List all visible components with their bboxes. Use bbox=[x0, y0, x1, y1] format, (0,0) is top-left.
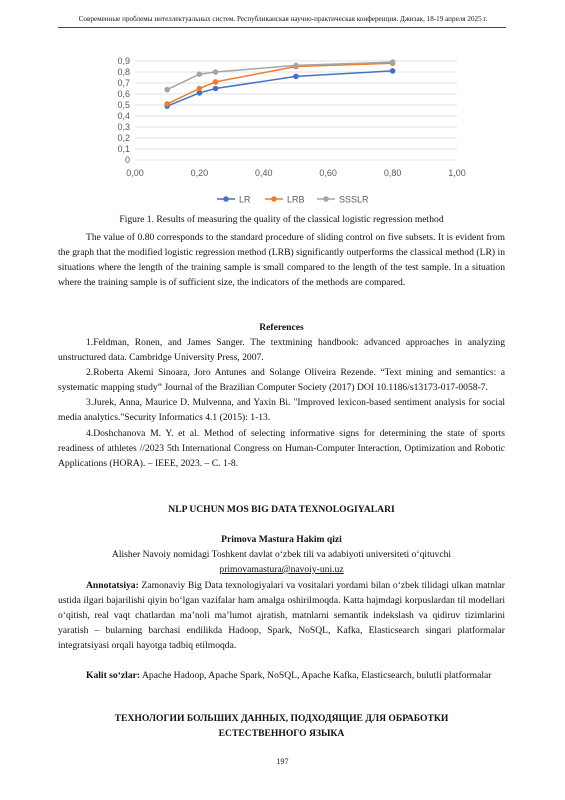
y-tick-label: 0,1 bbox=[117, 144, 130, 154]
data-point-lr bbox=[293, 74, 299, 80]
page-number: 197 bbox=[276, 757, 289, 766]
reference-item: 3.Jurek, Anna, Maurice D. Mulvenna, and Yaxin Bi. "Improved lexicon-based sentiment analysis for social media analytics."Security Informatics 4.1 (2015): 1-13. bbox=[58, 397, 505, 424]
abstract bbox=[58, 578, 505, 653]
data-point-ssslr bbox=[390, 59, 396, 65]
legend-marker bbox=[323, 196, 329, 202]
reference-item: 4.Doshchanova M. Y. et al. Method of selecting informative signs for determining the state of sports readiness of athletes //2023 5th International Congress on Human-Computer Interaction, Optimization and Robotic Applications (HORA). – IEEE, 2023. – С. 1-8. bbox=[58, 427, 505, 469]
series-line-lrb bbox=[167, 63, 392, 104]
line-chart bbox=[95, 40, 475, 212]
x-tick-label: 1,00 bbox=[448, 168, 466, 178]
article-title: NLP UCHUN MOS BIG DATA TEXNOLOGIYALARI bbox=[168, 504, 395, 515]
y-tick-label: 0,2 bbox=[117, 133, 130, 143]
y-tick-label: 0,4 bbox=[117, 111, 130, 121]
x-tick-label: 0,80 bbox=[383, 168, 402, 178]
abstract-label: Annotatsiya: bbox=[86, 580, 139, 591]
data-point-lr bbox=[213, 86, 219, 92]
x-tick-label: 0,60 bbox=[319, 168, 337, 178]
y-tick-label: 0,9 bbox=[117, 56, 130, 66]
running-header: Современные проблемы интеллектуальных систем. Республиканская научно-практическая конференция. Джизак, 18-19 апреля 2025 г. bbox=[78, 15, 488, 23]
body-paragraph: The value of 0.80 corresponds to the standard procedure of sliding control on five subsets. It is evident from the graph that the modified logistic regression method (LRB) significantly outperforms the classical method (LR) in situations where the length of the training sample is small compared to the length of the test sample. In a situation where the training sample is of sufficient size, the indicators of the methods are compared. bbox=[58, 232, 505, 289]
chart-x-ticks bbox=[126, 168, 466, 178]
data-point-ssslr bbox=[293, 63, 299, 69]
russian-title-line2: ЕСТЕСТВЕННОГО ЯЗЫКА bbox=[218, 728, 345, 739]
author-email[interactable] bbox=[58, 562, 505, 577]
abstract-text: Zamonaviy Big Data texnologiyalari va vositalari yordami bilan oʻzbek tilidagi ulkan matnlar ustida ilgari bajarilishi qiyin boʻlgan vazifalar ham amalga oshirilmoqda. Katta hajmdagi korpuslardan til modellari oʻqitish, real vaqt chatlardan maʼnoli maʼlumot ajratish, matnlarni semantik indekslash va qidiruv tizimlarini yaratish – bularning barchasi endilikda Hadoop, Spark, NoSQL, Kafka, Elasticsearch singari platformalar integratsiyasi orqali hayotga tadbiq etilmoqda. bbox=[58, 580, 505, 652]
chart-series bbox=[164, 59, 395, 109]
references-title: References bbox=[259, 322, 304, 333]
data-point-ssslr bbox=[197, 71, 203, 77]
references-list bbox=[58, 335, 505, 471]
y-tick-label: 0,7 bbox=[117, 78, 130, 88]
reference-item: 1.Feldman, Ronen, and James Sanger. The textmining handbook: advanced approaches in analyzing unstructured data. Cambridge University Press, 2007. bbox=[58, 337, 505, 364]
keywords-text: Apache Hadoop, Apache Spark, NoSQL, Apache Kafka, Elasticsearch, bulutli platformalar bbox=[140, 670, 492, 681]
keywords bbox=[58, 668, 505, 683]
y-tick-label: 0,6 bbox=[117, 89, 130, 99]
data-point-ssslr bbox=[213, 69, 219, 75]
data-point-ssslr bbox=[164, 87, 170, 93]
legend-label: LR bbox=[239, 194, 251, 205]
email-link[interactable]: primovamastura@navoiy-uni.uz bbox=[219, 564, 344, 575]
reference-item: 2.Roberta Akemi Sinoara, Joro Antunes and Solange Oliveira Rezende. “Text mining and semantics: a systematic mapping study” Journal of the Brazilian Computer Society (2017) DOI 10.1186/s13173-017-0058-7. bbox=[58, 367, 505, 394]
x-tick-label: 0,20 bbox=[190, 168, 209, 178]
data-point-lrb bbox=[197, 86, 203, 92]
data-point-lr bbox=[390, 68, 396, 74]
russian-title-line1: ТЕХНОЛОГИИ БОЛЬШИХ ДАННЫХ, ПОДХОДЯЩИЕ ДЛЯ ОБРАБОТКИ bbox=[114, 713, 449, 724]
author-affiliation: Alisher Navoiy nomidagi Toshkent davlat oʻzbek tili va adabiyoti universiteti oʻqituvchi bbox=[111, 549, 452, 560]
legend-label: LRB bbox=[287, 194, 305, 205]
figure-caption: Figure 1. Results of measuring the quality of the classical logistic regression method bbox=[119, 214, 444, 225]
keywords-label: Kalit soʻzlar: bbox=[86, 670, 141, 681]
data-point-lrb bbox=[164, 101, 170, 107]
y-tick-label: 0,3 bbox=[117, 122, 130, 132]
y-tick-label: 0,5 bbox=[117, 100, 130, 110]
data-point-lrb bbox=[213, 79, 219, 85]
legend-label: SSSLR bbox=[339, 194, 369, 205]
x-tick-label: 0,40 bbox=[255, 168, 273, 178]
chart-legend bbox=[217, 195, 369, 205]
legend-marker bbox=[223, 196, 229, 202]
chart-y-ticks bbox=[117, 56, 130, 165]
legend-marker bbox=[271, 196, 277, 202]
y-tick-label: 0 bbox=[124, 155, 130, 165]
y-tick-label: 0,8 bbox=[117, 67, 130, 77]
author-name: Primova Mastura Hakim qizi bbox=[221, 534, 342, 545]
x-tick-label: 0,00 bbox=[126, 168, 144, 178]
header-rule bbox=[58, 27, 506, 28]
